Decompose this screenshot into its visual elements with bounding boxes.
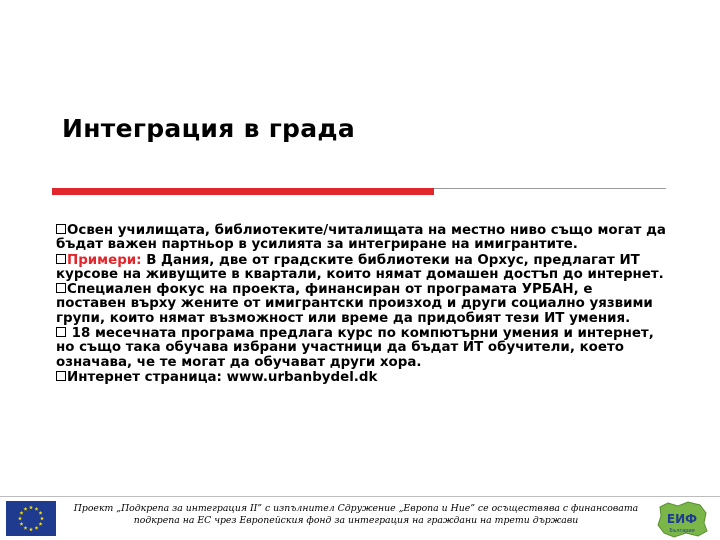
paragraph-1: Освен училищата, библиотеките/читалищата на местно ниво също могат да бъдат важен партньор в усилията за интегриране на имигрантите. [56,223,666,253]
paragraph-2: Примери: В Дания, две от градските библиотеки на Орхус, предлагат ИТ курсове на живущите в квартали, които нямат домашен достъп до интернет. [56,252,664,282]
logo-subtext: България [669,528,695,534]
title-underline-red [52,188,434,195]
square-bullet-icon [56,327,66,337]
website-text: Интернет страница: www.urbanbydel.dk [67,369,378,385]
title-underline-gray [434,188,666,189]
square-bullet-icon [56,254,66,264]
examples-label: Примери: [67,252,142,268]
eif-logo-icon [654,499,710,539]
footer-divider [0,496,720,497]
square-bullet-icon [56,283,66,293]
paragraph-4: 18 месечната програма предлага курс по компютърни умения и интернет, но също така обучава избрани участници да бъдат ИТ обучители, което означава, че те могат да обучават други хора. [56,326,654,370]
footer-funding-text: Проект „Подкрепа за интеграция II” с изпълнител Сдружение „Европа и Ние” се осъществява с финансовата подкрепа на ЕС чрез Европейския фонд за интеграция на граждани на трети държави [73,503,639,526]
paragraph-3: Специален фокус на проекта, финансиран от програмата УРБАН, е поставен върху жените от имигрантски произход и други социално уязвими групи, които нямат възможност или време да придобият тези ИТ умения. [56,282,653,326]
square-bullet-icon [56,224,66,234]
slide-body [56,224,666,386]
square-bullet-icon [56,371,66,381]
logo-text: ЕИФ [666,512,698,526]
eu-flag-icon [6,501,56,536]
paragraph-5 [56,371,666,385]
slide-title: Интеграция в града [62,114,356,143]
